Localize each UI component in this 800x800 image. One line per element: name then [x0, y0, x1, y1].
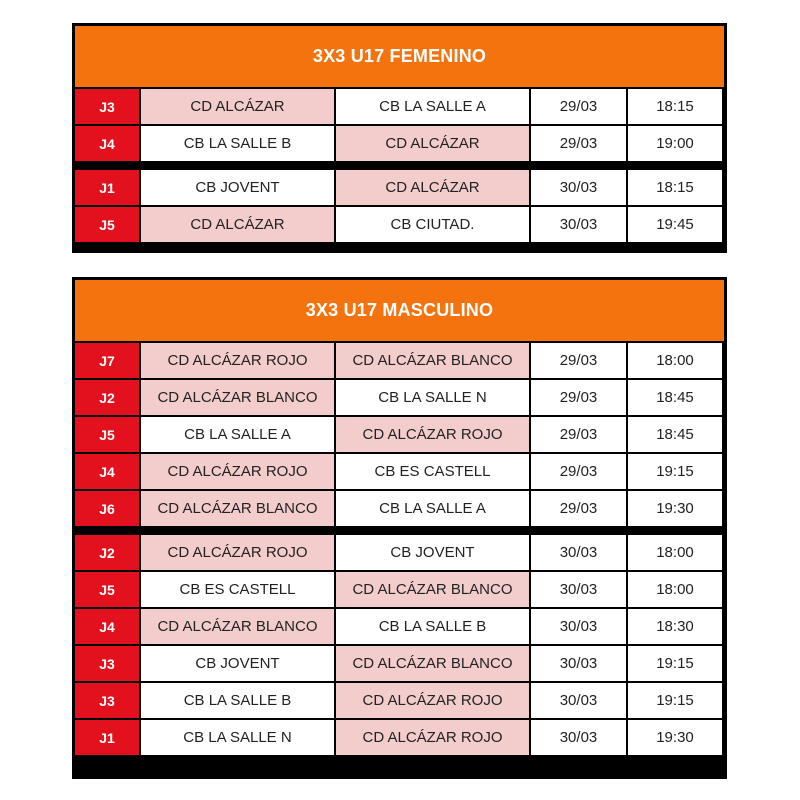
home-team: CB JOVENT — [141, 170, 334, 205]
match-row — [75, 380, 724, 415]
home-team: CB LA SALLE B — [141, 683, 334, 718]
match-time: 19:30 — [628, 491, 722, 526]
away-team: CD ALCÁZAR — [336, 126, 529, 161]
match-time: 19:15 — [628, 454, 722, 489]
match-group-day1 — [75, 89, 724, 161]
schedule-table-masculino — [72, 277, 727, 779]
match-row — [75, 491, 724, 526]
home-team: CB ES CASTELL — [141, 572, 334, 607]
match-row — [75, 683, 724, 718]
match-time: 18:15 — [628, 89, 722, 124]
round-label: J7 — [75, 343, 139, 378]
group-separator — [75, 528, 724, 533]
match-row — [75, 207, 724, 242]
match-time: 19:45 — [628, 207, 722, 242]
away-team: CB LA SALLE N — [336, 380, 529, 415]
away-team: CD ALCÁZAR BLANCO — [336, 572, 529, 607]
match-time: 18:00 — [628, 535, 722, 570]
match-row — [75, 170, 724, 205]
round-label: J3 — [75, 89, 139, 124]
round-label: J2 — [75, 380, 139, 415]
match-date: 30/03 — [531, 572, 626, 607]
table-title: 3X3 U17 FEMENINO — [75, 26, 724, 87]
home-team: CD ALCÁZAR BLANCO — [141, 491, 334, 526]
match-time: 18:45 — [628, 380, 722, 415]
match-time: 19:15 — [628, 646, 722, 681]
away-team: CD ALCÁZAR ROJO — [336, 417, 529, 452]
away-team: CD ALCÁZAR BLANCO — [336, 343, 529, 378]
match-date: 29/03 — [531, 89, 626, 124]
away-team: CB ES CASTELL — [336, 454, 529, 489]
schedule-table-femenino — [72, 23, 727, 253]
match-time: 18:00 — [628, 343, 722, 378]
round-label: J4 — [75, 126, 139, 161]
round-label: J4 — [75, 454, 139, 489]
home-team: CD ALCÁZAR — [141, 207, 334, 242]
match-date: 30/03 — [531, 609, 626, 644]
match-row — [75, 417, 724, 452]
round-label: J5 — [75, 207, 139, 242]
round-label: J3 — [75, 646, 139, 681]
match-row — [75, 89, 724, 124]
home-team: CD ALCÁZAR BLANCO — [141, 380, 334, 415]
round-label: J4 — [75, 609, 139, 644]
round-label: J5 — [75, 572, 139, 607]
match-date: 29/03 — [531, 126, 626, 161]
away-team: CD ALCÁZAR ROJO — [336, 720, 529, 755]
home-team: CB LA SALLE A — [141, 417, 334, 452]
match-row — [75, 126, 724, 161]
round-label: J1 — [75, 720, 139, 755]
round-label: J5 — [75, 417, 139, 452]
round-label: J3 — [75, 683, 139, 718]
home-team: CD ALCÁZAR ROJO — [141, 343, 334, 378]
match-date: 30/03 — [531, 683, 626, 718]
home-team: CD ALCÁZAR ROJO — [141, 535, 334, 570]
match-date: 30/03 — [531, 207, 626, 242]
match-date: 29/03 — [531, 343, 626, 378]
match-time: 18:00 — [628, 572, 722, 607]
match-date: 30/03 — [531, 646, 626, 681]
table-title: 3X3 U17 MASCULINO — [75, 280, 724, 341]
away-team: CB JOVENT — [336, 535, 529, 570]
match-time: 18:15 — [628, 170, 722, 205]
match-row — [75, 535, 724, 570]
match-date: 29/03 — [531, 417, 626, 452]
match-row — [75, 646, 724, 681]
match-date: 30/03 — [531, 170, 626, 205]
match-date: 30/03 — [531, 720, 626, 755]
away-team: CB CIUTAD. — [336, 207, 529, 242]
away-team: CB LA SALLE A — [336, 89, 529, 124]
match-date: 29/03 — [531, 491, 626, 526]
match-row — [75, 720, 724, 755]
match-date: 29/03 — [531, 380, 626, 415]
match-group-day2 — [75, 535, 724, 755]
match-date: 30/03 — [531, 535, 626, 570]
home-team: CD ALCÁZAR BLANCO — [141, 609, 334, 644]
match-row — [75, 572, 724, 607]
match-time: 19:30 — [628, 720, 722, 755]
away-team: CB LA SALLE B — [336, 609, 529, 644]
group-separator — [75, 163, 724, 168]
match-row — [75, 343, 724, 378]
match-row — [75, 454, 724, 489]
match-group-day2 — [75, 170, 724, 242]
match-time: 19:00 — [628, 126, 722, 161]
match-time: 18:45 — [628, 417, 722, 452]
round-label: J6 — [75, 491, 139, 526]
match-row — [75, 609, 724, 644]
away-team: CD ALCÁZAR ROJO — [336, 683, 529, 718]
match-time: 19:15 — [628, 683, 722, 718]
round-label: J1 — [75, 170, 139, 205]
home-team: CB LA SALLE B — [141, 126, 334, 161]
round-label: J2 — [75, 535, 139, 570]
match-group-day1 — [75, 343, 724, 526]
match-time: 18:30 — [628, 609, 722, 644]
match-date: 29/03 — [531, 454, 626, 489]
away-team: CD ALCÁZAR — [336, 170, 529, 205]
away-team: CD ALCÁZAR BLANCO — [336, 646, 529, 681]
home-team: CB JOVENT — [141, 646, 334, 681]
home-team: CD ALCÁZAR — [141, 89, 334, 124]
away-team: CB LA SALLE A — [336, 491, 529, 526]
home-team: CD ALCÁZAR ROJO — [141, 454, 334, 489]
home-team: CB LA SALLE N — [141, 720, 334, 755]
